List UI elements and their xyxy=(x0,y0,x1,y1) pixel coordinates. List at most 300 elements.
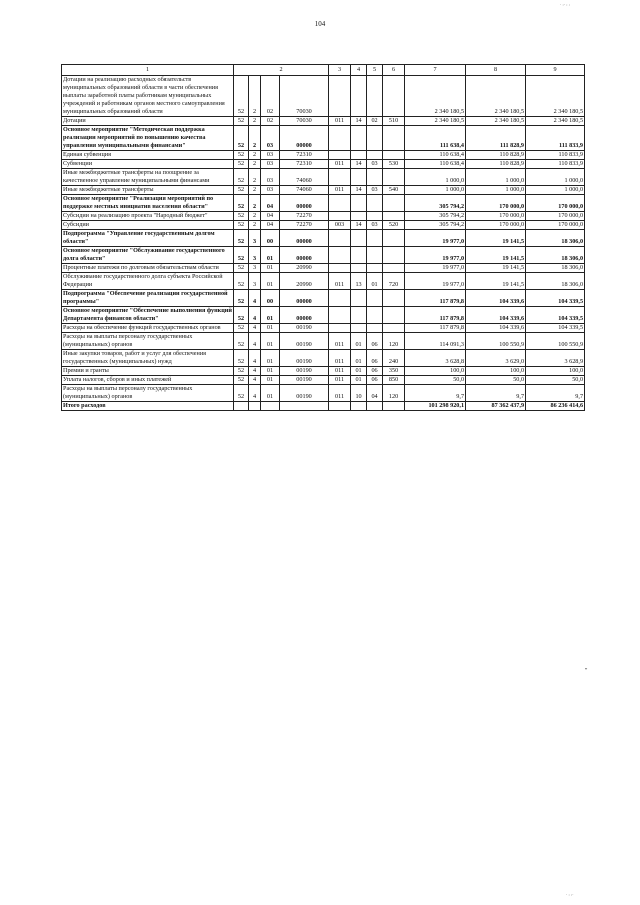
code-subsection xyxy=(367,290,383,307)
code-measure: 01 xyxy=(261,376,280,385)
corner-mark-bottom: . , ,. xyxy=(566,892,574,897)
table-row xyxy=(62,402,585,411)
code-direction: 00190 xyxy=(280,376,329,385)
code-program: 52 xyxy=(234,333,249,350)
row-name: Иные межбюджетные трансферты на поощрение за качественное управление муниципальными финансами xyxy=(62,169,234,186)
amount-year-1: 117 879,8 xyxy=(405,290,466,307)
row-name: Основное мероприятие "Обслуживание государственного долга области" xyxy=(62,247,234,264)
amount-year-2: 104 339,6 xyxy=(466,290,526,307)
code-subprogram: 2 xyxy=(249,186,261,195)
amount-year-1: 2 340 180,5 xyxy=(405,76,466,117)
code-subsection: 03 xyxy=(367,221,383,230)
row-name: Иные межбюджетные трансферты xyxy=(62,186,234,195)
code-expense-type xyxy=(383,151,405,160)
code-measure: 01 xyxy=(261,385,280,402)
code-subprogram: 2 xyxy=(249,151,261,160)
code-direction: 00190 xyxy=(280,324,329,333)
code-program: 52 xyxy=(234,160,249,169)
code-subprogram: 3 xyxy=(249,273,261,290)
code-direction: 20990 xyxy=(280,264,329,273)
code-subprogram: 2 xyxy=(249,160,261,169)
code-grbs xyxy=(329,402,351,411)
table-row xyxy=(62,273,585,290)
code-section xyxy=(351,151,367,160)
code-grbs: 011 xyxy=(329,273,351,290)
code-grbs: 011 xyxy=(329,117,351,126)
code-measure: 01 xyxy=(261,367,280,376)
amount-year-3: 111 833,9 xyxy=(526,126,585,151)
code-grbs xyxy=(329,76,351,117)
code-grbs xyxy=(329,212,351,221)
table-row xyxy=(62,324,585,333)
table-row xyxy=(62,247,585,264)
code-grbs xyxy=(329,247,351,264)
row-name: Субвенции xyxy=(62,160,234,169)
table-row xyxy=(62,76,585,117)
row-name: Субсидии на реализацию проекта "Народный бюджет" xyxy=(62,212,234,221)
header-cell: 4 xyxy=(351,65,367,76)
code-grbs xyxy=(329,151,351,160)
amount-year-2: 9,7 xyxy=(466,385,526,402)
code-subprogram: 4 xyxy=(249,307,261,324)
amount-year-2: 19 141,5 xyxy=(466,273,526,290)
code-subprogram: 4 xyxy=(249,385,261,402)
corner-mark-top: . ,. , , xyxy=(560,2,570,7)
amount-year-3: 18 306,0 xyxy=(526,247,585,264)
code-subprogram: 4 xyxy=(249,333,261,350)
code-subprogram: 3 xyxy=(249,264,261,273)
code-subsection xyxy=(367,402,383,411)
amount-year-1: 19 977,0 xyxy=(405,273,466,290)
amount-year-1: 100,0 xyxy=(405,367,466,376)
amount-year-3: 50,0 xyxy=(526,376,585,385)
code-subsection xyxy=(367,212,383,221)
code-program: 52 xyxy=(234,212,249,221)
amount-year-2: 1 000,0 xyxy=(466,169,526,186)
code-expense-type xyxy=(383,169,405,186)
header-row xyxy=(62,65,585,76)
row-name: Итого расходов xyxy=(62,402,234,411)
code-subsection xyxy=(367,126,383,151)
code-program: 52 xyxy=(234,76,249,117)
code-expense-type: 350 xyxy=(383,367,405,376)
code-measure: 01 xyxy=(261,264,280,273)
amount-year-2: 104 339,6 xyxy=(466,307,526,324)
code-subprogram: 2 xyxy=(249,195,261,212)
amount-year-2: 19 141,5 xyxy=(466,247,526,264)
code-grbs: 011 xyxy=(329,385,351,402)
code-measure: 03 xyxy=(261,160,280,169)
code-subprogram: 2 xyxy=(249,169,261,186)
code-subsection: 01 xyxy=(367,273,383,290)
code-subprogram: 4 xyxy=(249,324,261,333)
amount-year-3: 18 306,0 xyxy=(526,264,585,273)
row-name: Уплата налогов, сборов и иных платежей xyxy=(62,376,234,385)
row-name: Основное мероприятие "Реализация мероприятий по поддержке местных инициатив населения области" xyxy=(62,195,234,212)
row-name: Процентные платежи по долговым обязательствам области xyxy=(62,264,234,273)
amount-year-2: 104 339,6 xyxy=(466,324,526,333)
code-section xyxy=(351,290,367,307)
code-grbs xyxy=(329,230,351,247)
code-measure: 02 xyxy=(261,76,280,117)
code-grbs xyxy=(329,195,351,212)
code-program: 52 xyxy=(234,264,249,273)
code-program: 52 xyxy=(234,186,249,195)
code-direction: 74060 xyxy=(280,186,329,195)
amount-year-1: 1 000,0 xyxy=(405,186,466,195)
code-program: 52 xyxy=(234,230,249,247)
code-direction: 00000 xyxy=(280,195,329,212)
code-program: 52 xyxy=(234,307,249,324)
header-cell: 6 xyxy=(383,65,405,76)
code-measure: 00 xyxy=(261,290,280,307)
row-name: Основное мероприятие "Обеспечение выполнения функций Департамента финансов области" xyxy=(63,307,232,322)
code-direction: 00190 xyxy=(280,333,329,350)
code-grbs: 011 xyxy=(329,333,351,350)
table-row xyxy=(62,151,585,160)
amount-year-1: 111 638,4 xyxy=(405,126,466,151)
code-direction: 00000 xyxy=(280,290,329,307)
table-row xyxy=(62,221,585,230)
code-section xyxy=(351,169,367,186)
code-section: 10 xyxy=(351,385,367,402)
code-program: 52 xyxy=(234,350,249,367)
table-row xyxy=(62,186,585,195)
code-measure: 03 xyxy=(261,126,280,151)
code-section xyxy=(351,402,367,411)
amount-year-2: 111 828,9 xyxy=(466,126,526,151)
amount-year-2: 2 340 180,5 xyxy=(466,76,526,117)
code-subsection xyxy=(367,195,383,212)
amount-year-1: 101 298 920,1 xyxy=(405,402,466,411)
amount-year-2: 100 550,9 xyxy=(466,333,526,350)
amount-year-1: 110 638,4 xyxy=(405,160,466,169)
row-name: Основное мероприятие "Методическая поддержка реализации мероприятий по повышению качества управления муниципальными финансами" xyxy=(62,126,234,151)
header-cell: 1 xyxy=(62,65,234,76)
code-grbs: 011 xyxy=(329,160,351,169)
code-grbs xyxy=(329,126,351,151)
code-direction: 00000 xyxy=(280,307,329,324)
amount-year-3: 100 550,9 xyxy=(526,333,585,350)
amount-year-3: 100,0 xyxy=(526,367,585,376)
table-row xyxy=(62,117,585,126)
code-measure: 01 xyxy=(261,324,280,333)
amount-year-1: 9,7 xyxy=(405,385,466,402)
amount-year-3: 2 340 180,5 xyxy=(526,117,585,126)
code-section xyxy=(351,126,367,151)
code-subprogram xyxy=(249,402,261,411)
code-grbs: 011 xyxy=(329,376,351,385)
code-direction: 72310 xyxy=(280,151,329,160)
code-expense-type xyxy=(383,324,405,333)
code-subprogram: 4 xyxy=(249,290,261,307)
code-program: 52 xyxy=(234,273,249,290)
table-row xyxy=(62,290,585,307)
code-section xyxy=(351,324,367,333)
amount-year-3: 110 833,9 xyxy=(526,151,585,160)
code-subsection xyxy=(367,230,383,247)
code-expense-type: 530 xyxy=(383,160,405,169)
table-row xyxy=(62,212,585,221)
code-measure xyxy=(261,402,280,411)
table-row xyxy=(62,195,585,212)
code-subprogram: 2 xyxy=(249,126,261,151)
code-measure: 04 xyxy=(261,195,280,212)
code-subprogram: 2 xyxy=(249,221,261,230)
code-direction: 72310 xyxy=(280,160,329,169)
code-subprogram: 4 xyxy=(249,367,261,376)
amount-year-3: 170 000,0 xyxy=(526,212,585,221)
code-measure: 04 xyxy=(261,212,280,221)
row-name: Расходы на обеспечение функций государственных органов xyxy=(62,324,234,333)
amount-year-2: 2 340 180,5 xyxy=(466,117,526,126)
code-section: 13 xyxy=(351,273,367,290)
amount-year-2: 19 141,5 xyxy=(466,264,526,273)
row-name: Иные закупки товаров, работ и услуг для обеспечения государственных (муниципальных) нужд xyxy=(62,350,234,367)
code-measure: 01 xyxy=(261,247,280,264)
header-cell: 3 xyxy=(329,65,351,76)
amount-year-1: 305 794,2 xyxy=(405,195,466,212)
table-row xyxy=(62,307,585,324)
amount-year-1: 114 091,3 xyxy=(405,333,466,350)
amount-year-2: 19 141,5 xyxy=(466,230,526,247)
amount-year-3: 170 000,0 xyxy=(526,195,585,212)
amount-year-1: 117 879,8 xyxy=(405,307,466,324)
code-expense-type: 520 xyxy=(383,221,405,230)
code-expense-type xyxy=(383,307,405,324)
code-section: 14 xyxy=(351,160,367,169)
code-expense-type: 120 xyxy=(383,333,405,350)
amount-year-1: 50,0 xyxy=(405,376,466,385)
header-cell: 7 xyxy=(405,65,466,76)
table-row xyxy=(62,376,585,385)
amount-year-1: 117 879,8 xyxy=(405,324,466,333)
code-section xyxy=(351,230,367,247)
code-section: 01 xyxy=(351,333,367,350)
code-section xyxy=(351,212,367,221)
row-name: Расходы на выплаты персоналу государственных (муниципальных) органов xyxy=(62,385,234,402)
amount-year-2: 100,0 xyxy=(466,367,526,376)
code-expense-type: 240 xyxy=(383,350,405,367)
row-name: Единая субвенция xyxy=(62,151,234,160)
code-section xyxy=(351,76,367,117)
code-expense-type xyxy=(383,76,405,117)
amount-year-1: 305 794,2 xyxy=(405,212,466,221)
code-expense-type xyxy=(383,402,405,411)
code-measure: 03 xyxy=(261,169,280,186)
amount-year-1: 3 628,8 xyxy=(405,350,466,367)
amount-year-2: 1 000,0 xyxy=(466,186,526,195)
amount-year-2: 170 000,0 xyxy=(466,195,526,212)
code-subsection xyxy=(367,264,383,273)
code-grbs: 011 xyxy=(329,350,351,367)
code-section xyxy=(351,195,367,212)
amount-year-2: 3 629,0 xyxy=(466,350,526,367)
code-section xyxy=(351,247,367,264)
amount-year-3: 86 236 414,6 xyxy=(526,402,585,411)
code-measure: 04 xyxy=(261,221,280,230)
code-program: 52 xyxy=(234,324,249,333)
table-row xyxy=(62,126,585,151)
header-cell: 2 xyxy=(234,65,329,76)
code-expense-type: 850 xyxy=(383,376,405,385)
code-subsection xyxy=(367,169,383,186)
code-expense-type: 720 xyxy=(383,273,405,290)
code-subprogram: 4 xyxy=(249,350,261,367)
code-subsection: 02 xyxy=(367,117,383,126)
code-subprogram: 3 xyxy=(249,247,261,264)
table-row xyxy=(62,169,585,186)
code-measure: 00 xyxy=(261,230,280,247)
header-cell: 8 xyxy=(466,65,526,76)
code-measure: 01 xyxy=(261,273,280,290)
code-program: 52 xyxy=(234,169,249,186)
code-grbs xyxy=(329,290,351,307)
code-subsection: 03 xyxy=(367,186,383,195)
code-program: 52 xyxy=(234,221,249,230)
code-direction: 00000 xyxy=(280,247,329,264)
code-expense-type xyxy=(383,212,405,221)
amount-year-3: 18 306,0 xyxy=(526,230,585,247)
code-program: 52 xyxy=(234,126,249,151)
code-subsection: 06 xyxy=(367,350,383,367)
amount-year-3: 104 339,5 xyxy=(526,307,585,324)
code-direction: 00190 xyxy=(280,385,329,402)
code-section: 14 xyxy=(351,221,367,230)
code-program: 52 xyxy=(234,385,249,402)
code-program: 52 xyxy=(234,117,249,126)
amount-year-3: 9,7 xyxy=(526,385,585,402)
row-name: Подпрограмма "Управление государственным долгом области" xyxy=(62,230,234,247)
code-section: 14 xyxy=(351,117,367,126)
amount-year-3: 170 000,0 xyxy=(526,221,585,230)
code-expense-type: 120 xyxy=(383,385,405,402)
row-name: Расходы на выплаты персоналу государственных (муниципальных) органов xyxy=(62,333,234,350)
code-direction: 20990 xyxy=(280,273,329,290)
code-section xyxy=(351,264,367,273)
code-grbs xyxy=(329,169,351,186)
row-name: Подпрограмма "Обеспечение реализации государственной программы" xyxy=(62,290,234,307)
row-name: Субсидии xyxy=(62,221,234,230)
code-section: 01 xyxy=(351,367,367,376)
amount-year-3: 2 340 180,5 xyxy=(526,76,585,117)
code-subsection xyxy=(367,76,383,117)
code-program xyxy=(234,402,249,411)
amount-year-2: 170 000,0 xyxy=(466,221,526,230)
code-subsection xyxy=(367,247,383,264)
code-subsection xyxy=(367,151,383,160)
amount-year-3: 3 628,9 xyxy=(526,350,585,367)
code-subsection: 06 xyxy=(367,367,383,376)
amount-year-1: 1 000,0 xyxy=(405,169,466,186)
code-grbs xyxy=(329,324,351,333)
code-subprogram: 4 xyxy=(249,376,261,385)
code-section xyxy=(351,307,367,324)
code-direction: 70030 xyxy=(280,76,329,117)
code-section: 01 xyxy=(351,350,367,367)
code-direction: 72270 xyxy=(280,221,329,230)
amount-year-2: 110 828,9 xyxy=(466,160,526,169)
amount-year-1: 305 794,2 xyxy=(405,221,466,230)
amount-year-1: 19 977,0 xyxy=(405,247,466,264)
amount-year-2: 50,0 xyxy=(466,376,526,385)
code-direction: 72270 xyxy=(280,212,329,221)
code-measure: 01 xyxy=(261,350,280,367)
code-measure: 02 xyxy=(261,117,280,126)
code-grbs xyxy=(329,264,351,273)
code-expense-type xyxy=(383,290,405,307)
amount-year-3: 1 000,0 xyxy=(526,169,585,186)
code-expense-type xyxy=(383,247,405,264)
table-row xyxy=(62,350,585,367)
table-row xyxy=(62,160,585,169)
row-name: Дотации на реализацию расходных обязательств муниципальных образований области в части обеспечения выплаты заработной платы работникам муниципальных учреждений и работникам органов местного самоуправления муниципальных образований области xyxy=(62,76,234,117)
header-cell: 9 xyxy=(526,65,585,76)
code-section: 01 xyxy=(351,376,367,385)
amount-year-3: 18 306,0 xyxy=(526,273,585,290)
trailing-mark: " xyxy=(585,668,588,674)
amount-year-1: 2 340 180,5 xyxy=(405,117,466,126)
code-subprogram: 2 xyxy=(249,117,261,126)
header-cell: 5 xyxy=(367,65,383,76)
code-expense-type: 510 xyxy=(383,117,405,126)
amount-year-2: 170 000,0 xyxy=(466,212,526,221)
code-measure: 01 xyxy=(261,333,280,350)
row-name: Премии и гранты xyxy=(62,367,234,376)
code-expense-type: 540 xyxy=(383,186,405,195)
code-subprogram: 3 xyxy=(249,230,261,247)
code-expense-type xyxy=(383,126,405,151)
code-subsection: 06 xyxy=(367,333,383,350)
code-measure: 03 xyxy=(261,151,280,160)
page-number: 104 xyxy=(314,20,326,28)
code-direction: 00000 xyxy=(280,126,329,151)
code-grbs xyxy=(329,307,351,324)
code-expense-type xyxy=(383,264,405,273)
code-expense-type xyxy=(383,195,405,212)
code-program: 52 xyxy=(234,151,249,160)
code-direction: 00190 xyxy=(280,367,329,376)
code-grbs: 003 xyxy=(329,221,351,230)
amount-year-2: 87 362 437,9 xyxy=(466,402,526,411)
code-program: 52 xyxy=(234,367,249,376)
code-direction xyxy=(280,402,329,411)
code-program: 52 xyxy=(234,247,249,264)
code-section: 14 xyxy=(351,186,367,195)
table-row xyxy=(62,264,585,273)
code-grbs: 011 xyxy=(329,186,351,195)
row-name: Дотации xyxy=(62,117,234,126)
table-row xyxy=(62,333,585,350)
code-program: 52 xyxy=(234,376,249,385)
code-direction: 00000 xyxy=(280,230,329,247)
code-measure: 03 xyxy=(261,186,280,195)
code-subsection: 04 xyxy=(367,385,383,402)
row-name: Обслуживание государственного долга субъекта Российской Федерации xyxy=(62,273,234,290)
code-subsection xyxy=(367,307,383,324)
amount-year-3: 110 833,9 xyxy=(526,160,585,169)
code-grbs: 011 xyxy=(329,367,351,376)
amount-year-2: 110 828,9 xyxy=(466,151,526,160)
code-measure: 01 xyxy=(261,307,280,324)
table-row xyxy=(62,230,585,247)
table-row xyxy=(62,385,585,402)
amount-year-1: 19 977,0 xyxy=(405,230,466,247)
code-subsection: 06 xyxy=(367,376,383,385)
code-direction: 74060 xyxy=(280,169,329,186)
code-subsection: 03 xyxy=(367,160,383,169)
code-program: 52 xyxy=(234,290,249,307)
